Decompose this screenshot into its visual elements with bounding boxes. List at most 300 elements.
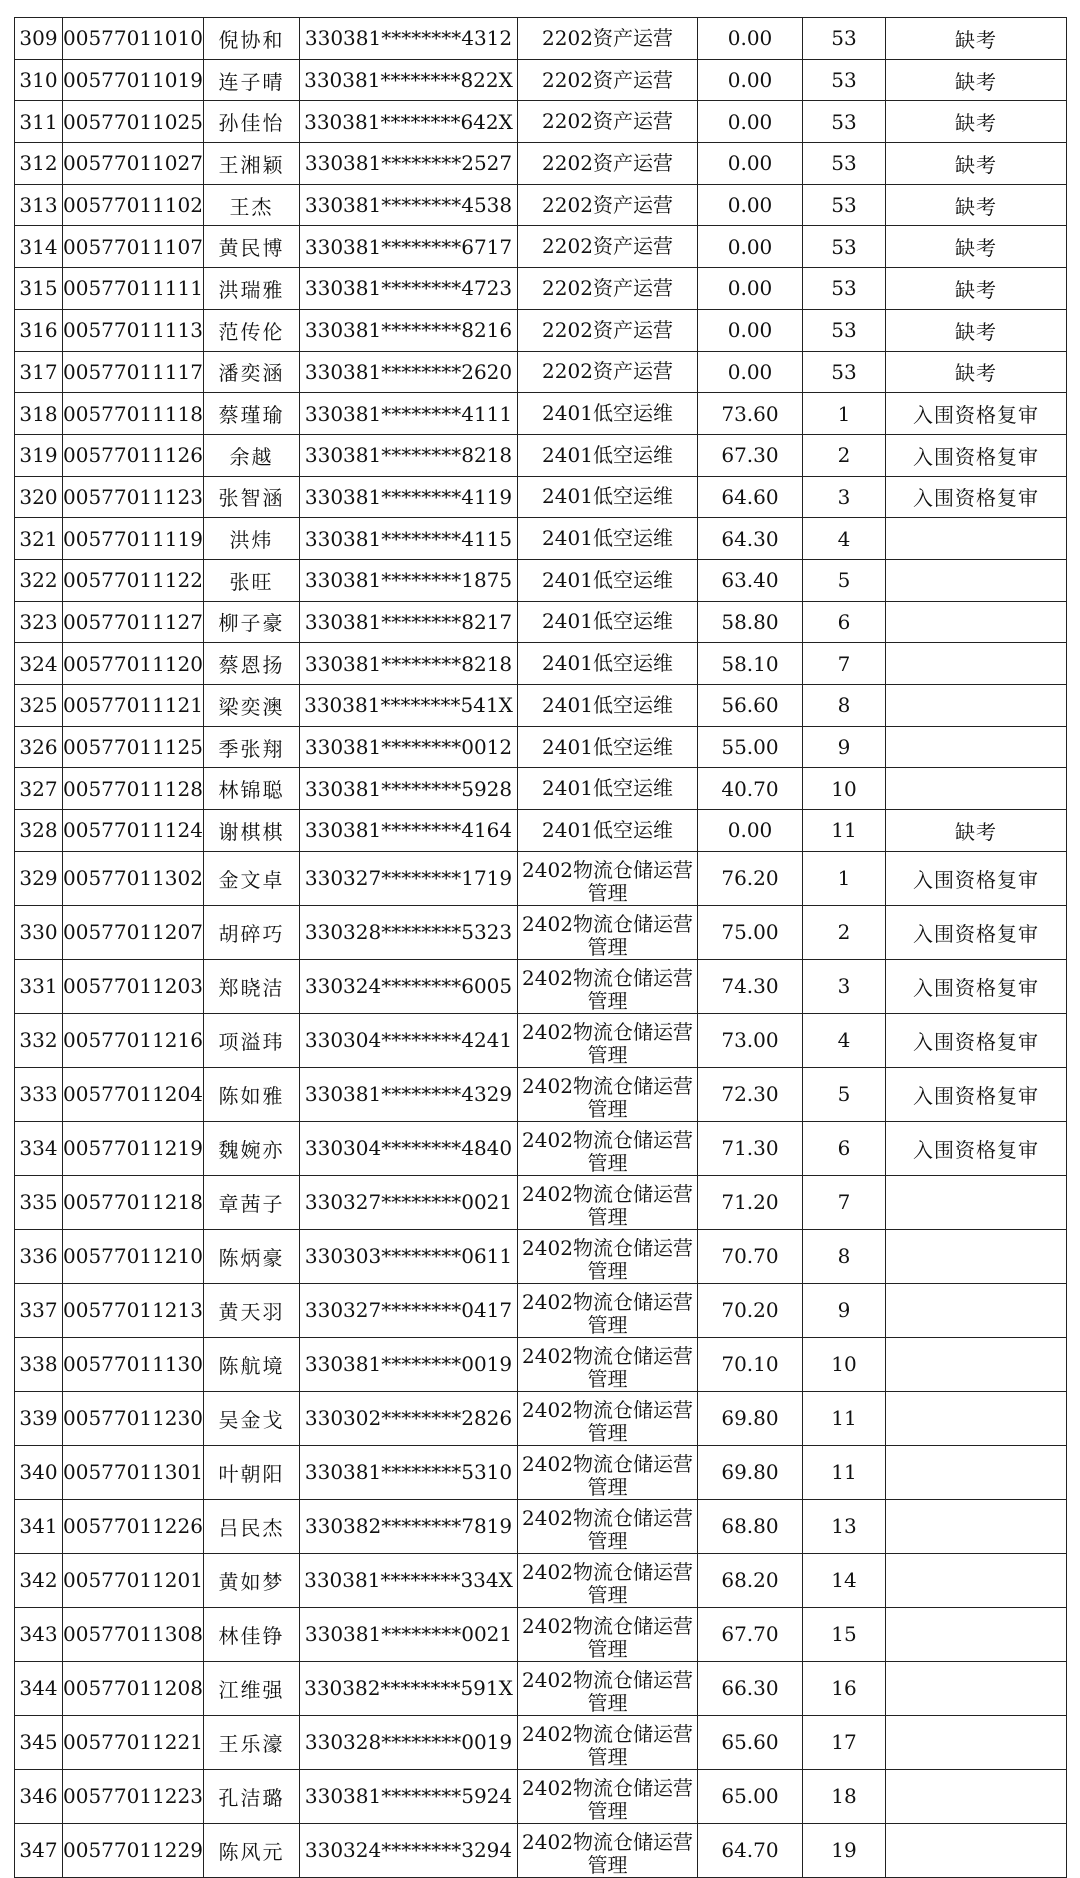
id-number-cell: 330381********4119 bbox=[300, 476, 518, 518]
exam-number-cell: 00577011119 bbox=[63, 518, 204, 560]
table-row bbox=[15, 1337, 1067, 1391]
seq-cell: 328 bbox=[15, 810, 63, 852]
table-row bbox=[15, 1121, 1067, 1175]
post-cell: 2202资产运营 bbox=[518, 143, 698, 185]
table-row bbox=[15, 1283, 1067, 1337]
post-cell: 2202资产运营 bbox=[518, 309, 698, 351]
id-number-cell: 330381********2620 bbox=[300, 351, 518, 393]
post-cell: 2402物流仓储运营管理 bbox=[518, 1445, 698, 1499]
note-cell bbox=[886, 601, 1067, 643]
score-cell: 74.30 bbox=[698, 959, 803, 1013]
exam-number-cell: 00577011127 bbox=[63, 601, 204, 643]
post-cell: 2402物流仓储运营管理 bbox=[518, 1337, 698, 1391]
note-cell: 入围资格复审 bbox=[886, 393, 1067, 435]
note-cell: 缺考 bbox=[886, 101, 1067, 143]
post-cell: 2402物流仓储运营管理 bbox=[518, 1283, 698, 1337]
name-cell: 黄天羽 bbox=[204, 1283, 300, 1337]
exam-number-cell: 00577011019 bbox=[63, 59, 204, 101]
exam-number-cell: 00577011302 bbox=[63, 851, 204, 905]
seq-cell: 326 bbox=[15, 726, 63, 768]
post-cell: 2202资产运营 bbox=[518, 268, 698, 310]
seq-cell: 345 bbox=[15, 1715, 63, 1769]
table-row bbox=[15, 18, 1067, 60]
name-cell: 张旺 bbox=[204, 559, 300, 601]
post-cell: 2402物流仓储运营管理 bbox=[518, 1823, 698, 1877]
seq-cell: 327 bbox=[15, 768, 63, 810]
score-cell: 0.00 bbox=[698, 226, 803, 268]
rank-cell: 5 bbox=[803, 559, 886, 601]
exam-number-cell: 00577011210 bbox=[63, 1229, 204, 1283]
rank-cell: 3 bbox=[803, 476, 886, 518]
exam-number-cell: 00577011107 bbox=[63, 226, 204, 268]
name-cell: 王乐濠 bbox=[204, 1715, 300, 1769]
post-cell: 2402物流仓储运营管理 bbox=[518, 1013, 698, 1067]
seq-cell: 347 bbox=[15, 1823, 63, 1877]
seq-cell: 346 bbox=[15, 1769, 63, 1823]
note-cell bbox=[886, 768, 1067, 810]
id-number-cell: 330381********8216 bbox=[300, 309, 518, 351]
rank-cell: 17 bbox=[803, 1715, 886, 1769]
score-cell: 67.30 bbox=[698, 434, 803, 476]
seq-cell: 325 bbox=[15, 685, 63, 727]
score-cell: 75.00 bbox=[698, 905, 803, 959]
seq-cell: 318 bbox=[15, 393, 63, 435]
id-number-cell: 330381********8217 bbox=[300, 601, 518, 643]
name-cell: 魏婉亦 bbox=[204, 1121, 300, 1175]
seq-cell: 329 bbox=[15, 851, 63, 905]
score-cell: 64.60 bbox=[698, 476, 803, 518]
rank-cell: 53 bbox=[803, 184, 886, 226]
score-cell: 56.60 bbox=[698, 685, 803, 727]
name-cell: 梁奕澳 bbox=[204, 685, 300, 727]
post-cell: 2402物流仓储运营管理 bbox=[518, 1553, 698, 1607]
exam-number-cell: 00577011125 bbox=[63, 726, 204, 768]
note-cell bbox=[886, 685, 1067, 727]
seq-cell: 338 bbox=[15, 1337, 63, 1391]
exam-number-cell: 00577011301 bbox=[63, 1445, 204, 1499]
name-cell: 林佳铮 bbox=[204, 1607, 300, 1661]
table-row bbox=[15, 59, 1067, 101]
exam-number-cell: 00577011113 bbox=[63, 309, 204, 351]
name-cell: 叶朝阳 bbox=[204, 1445, 300, 1499]
name-cell: 潘奕涵 bbox=[204, 351, 300, 393]
seq-cell: 331 bbox=[15, 959, 63, 1013]
seq-cell: 337 bbox=[15, 1283, 63, 1337]
exam-number-cell: 00577011223 bbox=[63, 1769, 204, 1823]
seq-cell: 321 bbox=[15, 518, 63, 560]
post-cell: 2401低空运维 bbox=[518, 685, 698, 727]
seq-cell: 341 bbox=[15, 1499, 63, 1553]
exam-number-cell: 00577011213 bbox=[63, 1283, 204, 1337]
rank-cell: 4 bbox=[803, 518, 886, 560]
score-cell: 0.00 bbox=[698, 18, 803, 60]
note-cell: 缺考 bbox=[886, 59, 1067, 101]
note-cell bbox=[886, 1769, 1067, 1823]
seq-cell: 330 bbox=[15, 905, 63, 959]
id-number-cell: 330324********3294 bbox=[300, 1823, 518, 1877]
name-cell: 范传伦 bbox=[204, 309, 300, 351]
name-cell: 陈如雅 bbox=[204, 1067, 300, 1121]
table-row bbox=[15, 143, 1067, 185]
post-cell: 2202资产运营 bbox=[518, 226, 698, 268]
name-cell: 张智涵 bbox=[204, 476, 300, 518]
table-row bbox=[15, 184, 1067, 226]
note-cell: 入围资格复审 bbox=[886, 434, 1067, 476]
id-number-cell: 330324********6005 bbox=[300, 959, 518, 1013]
note-cell bbox=[886, 518, 1067, 560]
score-cell: 0.00 bbox=[698, 59, 803, 101]
post-cell: 2402物流仓储运营管理 bbox=[518, 1769, 698, 1823]
note-cell: 缺考 bbox=[886, 309, 1067, 351]
note-cell bbox=[886, 1715, 1067, 1769]
rank-cell: 13 bbox=[803, 1499, 886, 1553]
id-number-cell: 330302********2826 bbox=[300, 1391, 518, 1445]
id-number-cell: 330381********5924 bbox=[300, 1769, 518, 1823]
name-cell: 胡碎巧 bbox=[204, 905, 300, 959]
post-cell: 2401低空运维 bbox=[518, 601, 698, 643]
rank-cell: 10 bbox=[803, 768, 886, 810]
table-row bbox=[15, 268, 1067, 310]
rank-cell: 53 bbox=[803, 18, 886, 60]
rank-cell: 7 bbox=[803, 1175, 886, 1229]
name-cell: 黄民博 bbox=[204, 226, 300, 268]
exam-number-cell: 00577011229 bbox=[63, 1823, 204, 1877]
table-row bbox=[15, 959, 1067, 1013]
exam-number-cell: 00577011130 bbox=[63, 1337, 204, 1391]
id-number-cell: 330328********0019 bbox=[300, 1715, 518, 1769]
id-number-cell: 330381********541X bbox=[300, 685, 518, 727]
seq-cell: 340 bbox=[15, 1445, 63, 1499]
table-row bbox=[15, 601, 1067, 643]
id-number-cell: 330381********4538 bbox=[300, 184, 518, 226]
table-row bbox=[15, 768, 1067, 810]
post-cell: 2401低空运维 bbox=[518, 810, 698, 852]
name-cell: 王杰 bbox=[204, 184, 300, 226]
exam-number-cell: 00577011124 bbox=[63, 810, 204, 852]
post-cell: 2202资产运营 bbox=[518, 101, 698, 143]
name-cell: 蔡恩扬 bbox=[204, 643, 300, 685]
seq-cell: 336 bbox=[15, 1229, 63, 1283]
seq-cell: 314 bbox=[15, 226, 63, 268]
rank-cell: 53 bbox=[803, 101, 886, 143]
name-cell: 陈航境 bbox=[204, 1337, 300, 1391]
id-number-cell: 330381********4115 bbox=[300, 518, 518, 560]
score-cell: 70.70 bbox=[698, 1229, 803, 1283]
note-cell: 缺考 bbox=[886, 184, 1067, 226]
note-cell: 缺考 bbox=[886, 268, 1067, 310]
exam-number-cell: 00577011204 bbox=[63, 1067, 204, 1121]
note-cell: 入围资格复审 bbox=[886, 1121, 1067, 1175]
id-number-cell: 330381********6717 bbox=[300, 226, 518, 268]
post-cell: 2402物流仓储运营管理 bbox=[518, 1661, 698, 1715]
exam-number-cell: 00577011117 bbox=[63, 351, 204, 393]
post-cell: 2402物流仓储运营管理 bbox=[518, 1715, 698, 1769]
name-cell: 陈风元 bbox=[204, 1823, 300, 1877]
id-number-cell: 330381********4723 bbox=[300, 268, 518, 310]
id-number-cell: 330381********5310 bbox=[300, 1445, 518, 1499]
table-row bbox=[15, 1067, 1067, 1121]
note-cell bbox=[886, 1661, 1067, 1715]
id-number-cell: 330381********0012 bbox=[300, 726, 518, 768]
id-number-cell: 330328********5323 bbox=[300, 905, 518, 959]
note-cell bbox=[886, 1553, 1067, 1607]
rank-cell: 3 bbox=[803, 959, 886, 1013]
id-number-cell: 330382********7819 bbox=[300, 1499, 518, 1553]
rank-cell: 4 bbox=[803, 1013, 886, 1067]
rank-cell: 5 bbox=[803, 1067, 886, 1121]
table-row bbox=[15, 309, 1067, 351]
rank-cell: 1 bbox=[803, 393, 886, 435]
score-cell: 69.80 bbox=[698, 1445, 803, 1499]
seq-cell: 319 bbox=[15, 434, 63, 476]
post-cell: 2402物流仓储运营管理 bbox=[518, 1067, 698, 1121]
seq-cell: 322 bbox=[15, 559, 63, 601]
score-cell: 64.70 bbox=[698, 1823, 803, 1877]
table-row bbox=[15, 810, 1067, 852]
rank-cell: 53 bbox=[803, 351, 886, 393]
rank-cell: 53 bbox=[803, 268, 886, 310]
score-cell: 69.80 bbox=[698, 1391, 803, 1445]
note-cell bbox=[886, 1283, 1067, 1337]
table-row bbox=[15, 1661, 1067, 1715]
seq-cell: 316 bbox=[15, 309, 63, 351]
score-cell: 67.70 bbox=[698, 1607, 803, 1661]
name-cell: 孙佳怡 bbox=[204, 101, 300, 143]
id-number-cell: 330382********591X bbox=[300, 1661, 518, 1715]
note-cell: 缺考 bbox=[886, 143, 1067, 185]
seq-cell: 320 bbox=[15, 476, 63, 518]
score-cell: 73.00 bbox=[698, 1013, 803, 1067]
score-cell: 68.80 bbox=[698, 1499, 803, 1553]
exam-number-cell: 00577011308 bbox=[63, 1607, 204, 1661]
post-cell: 2402物流仓储运营管理 bbox=[518, 1175, 698, 1229]
note-cell bbox=[886, 1499, 1067, 1553]
table-row bbox=[15, 851, 1067, 905]
rank-cell: 53 bbox=[803, 143, 886, 185]
table-row bbox=[15, 643, 1067, 685]
table-row bbox=[15, 685, 1067, 727]
name-cell: 洪炜 bbox=[204, 518, 300, 560]
exam-number-cell: 00577011203 bbox=[63, 959, 204, 1013]
post-cell: 2401低空运维 bbox=[518, 393, 698, 435]
score-cell: 64.30 bbox=[698, 518, 803, 560]
note-cell bbox=[886, 1391, 1067, 1445]
exam-number-cell: 00577011025 bbox=[63, 101, 204, 143]
exam-number-cell: 00577011111 bbox=[63, 268, 204, 310]
score-cell: 70.20 bbox=[698, 1283, 803, 1337]
exam-number-cell: 00577011207 bbox=[63, 905, 204, 959]
id-number-cell: 330381********0019 bbox=[300, 1337, 518, 1391]
name-cell: 章茜子 bbox=[204, 1175, 300, 1229]
rank-cell: 1 bbox=[803, 851, 886, 905]
rank-cell: 7 bbox=[803, 643, 886, 685]
name-cell: 江维强 bbox=[204, 1661, 300, 1715]
table-row bbox=[15, 726, 1067, 768]
score-cell: 70.10 bbox=[698, 1337, 803, 1391]
table-row bbox=[15, 101, 1067, 143]
id-number-cell: 330381********1875 bbox=[300, 559, 518, 601]
rank-cell: 9 bbox=[803, 726, 886, 768]
rank-cell: 10 bbox=[803, 1337, 886, 1391]
note-cell bbox=[886, 1229, 1067, 1283]
id-number-cell: 330381********8218 bbox=[300, 434, 518, 476]
post-cell: 2202资产运营 bbox=[518, 351, 698, 393]
id-number-cell: 330304********4840 bbox=[300, 1121, 518, 1175]
exam-number-cell: 00577011216 bbox=[63, 1013, 204, 1067]
name-cell: 柳子豪 bbox=[204, 601, 300, 643]
note-cell: 缺考 bbox=[886, 810, 1067, 852]
note-cell: 入围资格复审 bbox=[886, 851, 1067, 905]
name-cell: 季张翔 bbox=[204, 726, 300, 768]
post-cell: 2401低空运维 bbox=[518, 559, 698, 601]
score-cell: 40.70 bbox=[698, 768, 803, 810]
exam-number-cell: 00577011218 bbox=[63, 1175, 204, 1229]
id-number-cell: 330327********0021 bbox=[300, 1175, 518, 1229]
score-cell: 73.60 bbox=[698, 393, 803, 435]
table-row bbox=[15, 351, 1067, 393]
post-cell: 2402物流仓储运营管理 bbox=[518, 851, 698, 905]
table-row bbox=[15, 393, 1067, 435]
name-cell: 林锦聪 bbox=[204, 768, 300, 810]
id-number-cell: 330381********2527 bbox=[300, 143, 518, 185]
post-cell: 2202资产运营 bbox=[518, 59, 698, 101]
exam-number-cell: 00577011221 bbox=[63, 1715, 204, 1769]
post-cell: 2401低空运维 bbox=[518, 726, 698, 768]
name-cell: 谢棋棋 bbox=[204, 810, 300, 852]
note-cell: 缺考 bbox=[886, 226, 1067, 268]
exam-number-cell: 00577011128 bbox=[63, 768, 204, 810]
name-cell: 蔡瑾瑜 bbox=[204, 393, 300, 435]
exam-number-cell: 00577011226 bbox=[63, 1499, 204, 1553]
results-table bbox=[14, 17, 1067, 1878]
note-cell bbox=[886, 1175, 1067, 1229]
note-cell: 入围资格复审 bbox=[886, 1013, 1067, 1067]
name-cell: 洪瑞雅 bbox=[204, 268, 300, 310]
rank-cell: 15 bbox=[803, 1607, 886, 1661]
table-row bbox=[15, 226, 1067, 268]
post-cell: 2402物流仓储运营管理 bbox=[518, 1391, 698, 1445]
name-cell: 金文卓 bbox=[204, 851, 300, 905]
seq-cell: 343 bbox=[15, 1607, 63, 1661]
seq-cell: 323 bbox=[15, 601, 63, 643]
table-row bbox=[15, 1607, 1067, 1661]
rank-cell: 53 bbox=[803, 309, 886, 351]
table-body bbox=[15, 18, 1067, 1878]
exam-number-cell: 00577011122 bbox=[63, 559, 204, 601]
seq-cell: 332 bbox=[15, 1013, 63, 1067]
score-cell: 72.30 bbox=[698, 1067, 803, 1121]
note-cell: 缺考 bbox=[886, 351, 1067, 393]
note-cell bbox=[886, 1337, 1067, 1391]
score-cell: 65.00 bbox=[698, 1769, 803, 1823]
id-number-cell: 330381********642X bbox=[300, 101, 518, 143]
seq-cell: 342 bbox=[15, 1553, 63, 1607]
rank-cell: 8 bbox=[803, 685, 886, 727]
exam-number-cell: 00577011219 bbox=[63, 1121, 204, 1175]
seq-cell: 317 bbox=[15, 351, 63, 393]
rank-cell: 53 bbox=[803, 226, 886, 268]
score-cell: 0.00 bbox=[698, 268, 803, 310]
exam-number-cell: 00577011123 bbox=[63, 476, 204, 518]
note-cell: 入围资格复审 bbox=[886, 959, 1067, 1013]
id-number-cell: 330304********4241 bbox=[300, 1013, 518, 1067]
exam-number-cell: 00577011027 bbox=[63, 143, 204, 185]
score-cell: 66.30 bbox=[698, 1661, 803, 1715]
note-cell: 缺考 bbox=[886, 18, 1067, 60]
post-cell: 2402物流仓储运营管理 bbox=[518, 959, 698, 1013]
table-row bbox=[15, 559, 1067, 601]
name-cell: 王湘颖 bbox=[204, 143, 300, 185]
rank-cell: 14 bbox=[803, 1553, 886, 1607]
id-number-cell: 330381********0021 bbox=[300, 1607, 518, 1661]
table-row bbox=[15, 518, 1067, 560]
score-cell: 0.00 bbox=[698, 184, 803, 226]
table-row bbox=[15, 1175, 1067, 1229]
post-cell: 2202资产运营 bbox=[518, 18, 698, 60]
table-row bbox=[15, 476, 1067, 518]
note-cell: 入围资格复审 bbox=[886, 1067, 1067, 1121]
name-cell: 陈炳豪 bbox=[204, 1229, 300, 1283]
id-number-cell: 330327********0417 bbox=[300, 1283, 518, 1337]
score-cell: 71.20 bbox=[698, 1175, 803, 1229]
rank-cell: 18 bbox=[803, 1769, 886, 1823]
name-cell: 吕民杰 bbox=[204, 1499, 300, 1553]
score-cell: 58.10 bbox=[698, 643, 803, 685]
exam-number-cell: 00577011118 bbox=[63, 393, 204, 435]
score-cell: 0.00 bbox=[698, 351, 803, 393]
seq-cell: 309 bbox=[15, 18, 63, 60]
rank-cell: 9 bbox=[803, 1283, 886, 1337]
seq-cell: 315 bbox=[15, 268, 63, 310]
seq-cell: 334 bbox=[15, 1121, 63, 1175]
table-row bbox=[15, 1769, 1067, 1823]
score-cell: 76.20 bbox=[698, 851, 803, 905]
seq-cell: 313 bbox=[15, 184, 63, 226]
table-row bbox=[15, 1445, 1067, 1499]
id-number-cell: 330381********334X bbox=[300, 1553, 518, 1607]
seq-cell: 312 bbox=[15, 143, 63, 185]
table-row bbox=[15, 1391, 1067, 1445]
rank-cell: 11 bbox=[803, 810, 886, 852]
seq-cell: 339 bbox=[15, 1391, 63, 1445]
exam-number-cell: 00577011010 bbox=[63, 18, 204, 60]
name-cell: 连子晴 bbox=[204, 59, 300, 101]
seq-cell: 310 bbox=[15, 59, 63, 101]
rank-cell: 6 bbox=[803, 1121, 886, 1175]
table-row bbox=[15, 1553, 1067, 1607]
score-cell: 0.00 bbox=[698, 810, 803, 852]
table-row bbox=[15, 1715, 1067, 1769]
seq-cell: 344 bbox=[15, 1661, 63, 1715]
rank-cell: 19 bbox=[803, 1823, 886, 1877]
table-row bbox=[15, 434, 1067, 476]
note-cell bbox=[886, 1607, 1067, 1661]
id-number-cell: 330381********5928 bbox=[300, 768, 518, 810]
post-cell: 2402物流仓储运营管理 bbox=[518, 1499, 698, 1553]
id-number-cell: 330303********0611 bbox=[300, 1229, 518, 1283]
score-cell: 0.00 bbox=[698, 309, 803, 351]
id-number-cell: 330381********4164 bbox=[300, 810, 518, 852]
table-row bbox=[15, 905, 1067, 959]
exam-number-cell: 00577011121 bbox=[63, 685, 204, 727]
post-cell: 2202资产运营 bbox=[518, 184, 698, 226]
seq-cell: 335 bbox=[15, 1175, 63, 1229]
post-cell: 2402物流仓储运营管理 bbox=[518, 1121, 698, 1175]
exam-number-cell: 00577011230 bbox=[63, 1391, 204, 1445]
rank-cell: 16 bbox=[803, 1661, 886, 1715]
exam-number-cell: 00577011208 bbox=[63, 1661, 204, 1715]
rank-cell: 2 bbox=[803, 434, 886, 476]
